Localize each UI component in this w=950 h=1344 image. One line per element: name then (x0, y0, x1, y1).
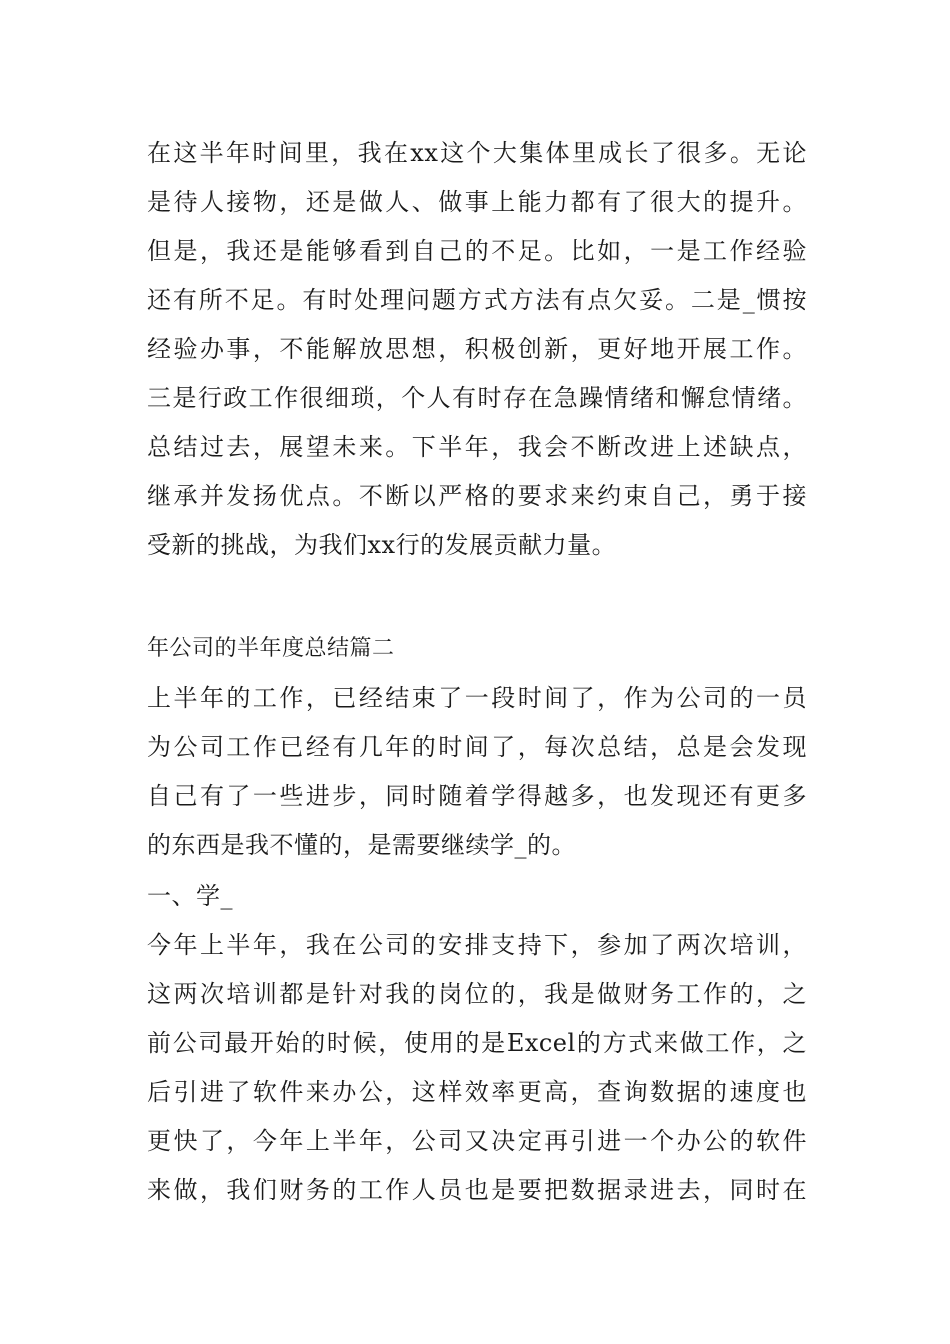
paragraph-line: 这两次培训都是针对我的岗位的，我是做财务工作的，之 (147, 980, 807, 1008)
paragraph-line: 为公司工作已经有几年的时间了，每次总结，总是会发现 (147, 733, 807, 761)
paragraph-line: 后引进了软件来办公，这样效率更高，查询数据的速度也 (147, 1078, 807, 1106)
paragraph-line: 受新的挑战，为我们xx行的发展贡献力量。 (147, 531, 617, 559)
paragraph-line: 还有所不足。有时处理问题方式方法有点欠妥。二是_惯按 (147, 286, 807, 314)
paragraph-line: 三是行政工作很细琐，个人有时存在急躁情绪和懈怠情绪。 (147, 384, 807, 412)
paragraph-line: 前公司最开始的时候，使用的是Excel的方式来做工作，之 (147, 1029, 807, 1057)
paragraph-line: 经验办事，不能解放思想，积极创新，更好地开展工作。 (147, 335, 807, 363)
paragraph-line: 今年上半年，我在公司的安排支持下，参加了两次培训， (147, 931, 807, 959)
subheading: 一、学_ (147, 882, 233, 910)
paragraph-line: 但是，我还是能够看到自己的不足。比如，一是工作经验 (147, 237, 807, 265)
paragraph-line: 更快了，今年上半年，公司又决定再引进一个办公的软件 (147, 1127, 807, 1155)
paragraph-line: 是待人接物，还是做人、做事上能力都有了很大的提升。 (147, 188, 807, 216)
paragraph-line: 的东西是我不懂的，是需要继续学_的。 (147, 831, 576, 859)
section-title: 年公司的半年度总结篇二 (147, 636, 395, 661)
paragraph-line: 来做，我们财务的工作人员也是要把数据录进去，同时在 (147, 1176, 807, 1204)
paragraph-line: 继承并发扬优点。不断以严格的要求来约束自己，勇于接 (147, 482, 807, 510)
paragraph-line: 总结过去，展望未来。下半年，我会不断改进上述缺点， (147, 433, 807, 461)
paragraph-line: 上半年的工作，已经结束了一段时间了，作为公司的一员 (147, 684, 807, 712)
paragraph-line: 在这半年时间里，我在xx这个大集体里成长了很多。无论 (147, 139, 807, 167)
paragraph-line: 自己有了一些进步，同时随着学得越多，也发现还有更多 (147, 782, 807, 810)
